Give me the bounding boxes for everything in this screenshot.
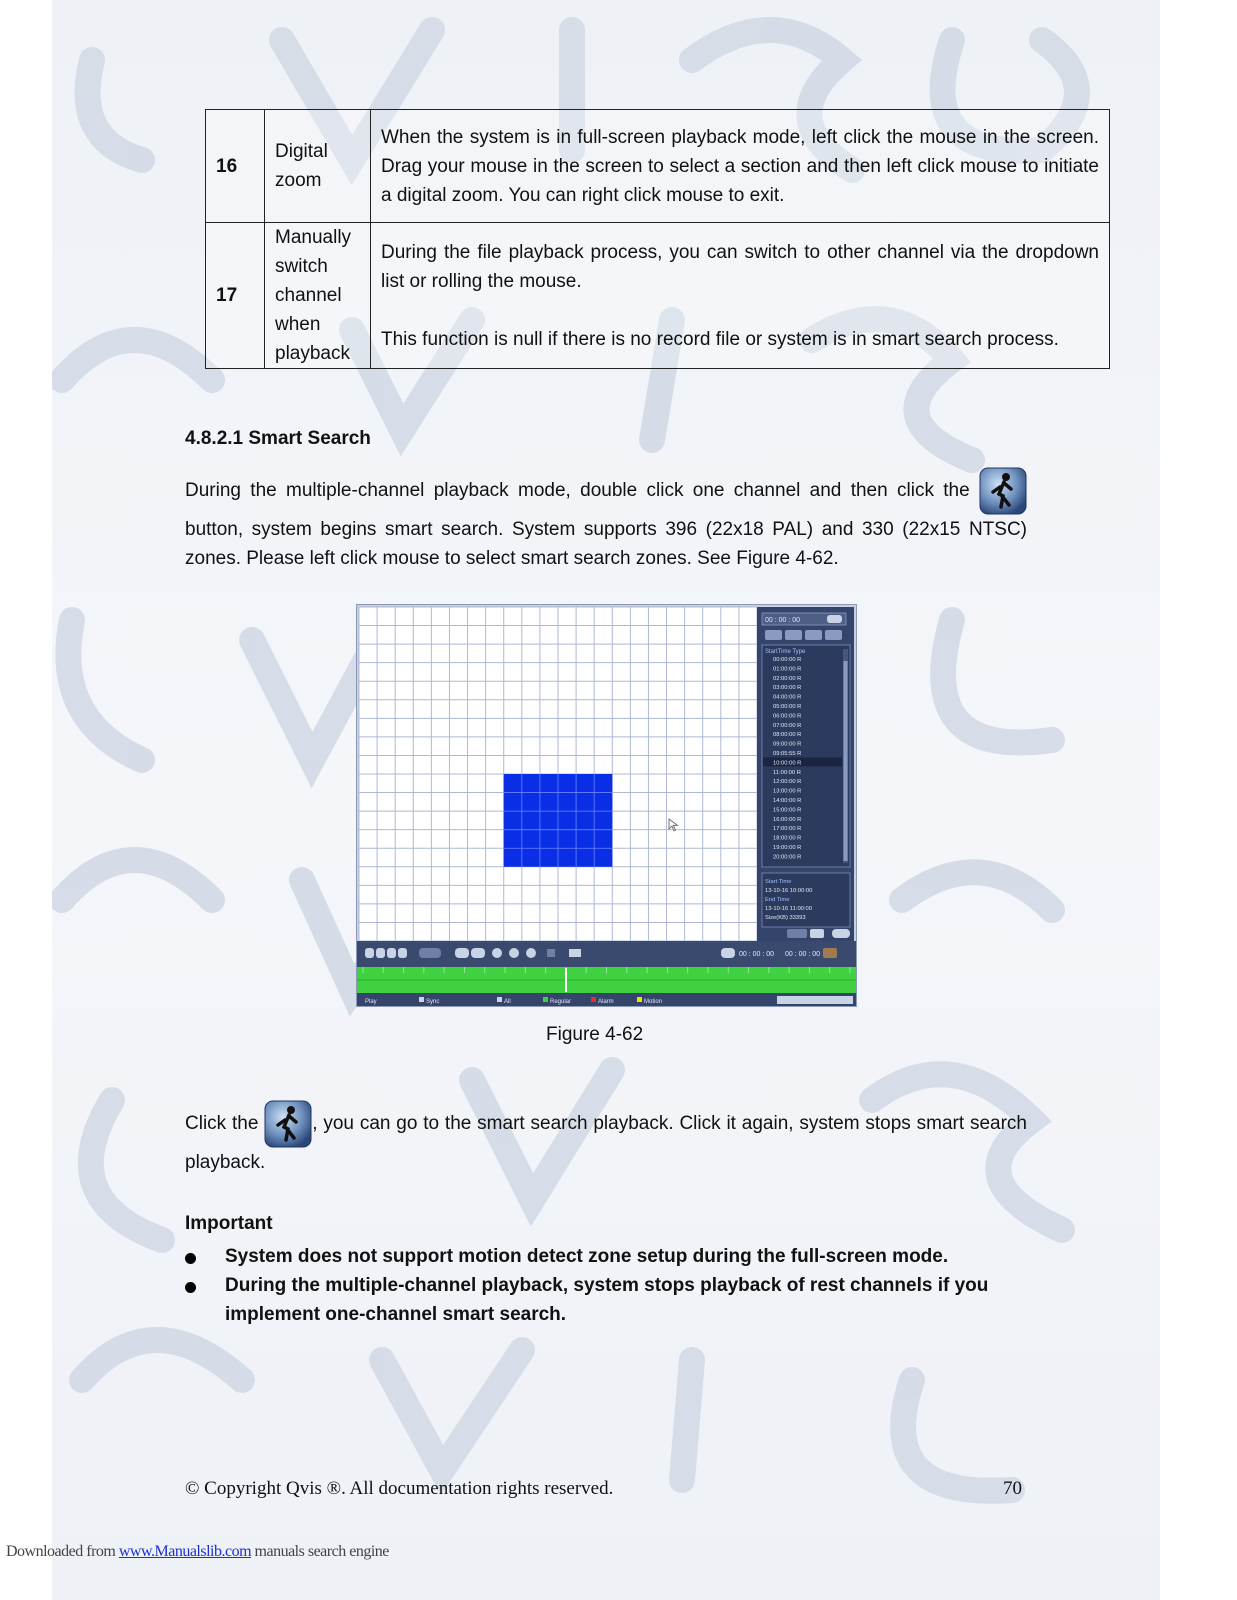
manual-page: 16 Digital zoom When the system is in full-screen playback mode, left click the mouse in the screen. Drag your mouse in the screen to select a section and then left click mouse to initiate a digital zoom. You can right click mouse to exit. 17 Manually switch channel when playback During the file playback process, you can switch to other channel via the dropdown list or rolling the mouse. This function is null if there is no record file or system is in smart search process. 4.8.2.1 Smart Search During the multiple-channel playback mode, double click one channel and then click the button, system begins smart search. System supports 396 (22x18 PAL) and 330 (22x15 NTSC) zones. Please left click mouse to select smart search zones. See Figure 4-62. 00 : 00 : 00 StartTime Type 00:00:00 R 01:00:00 R 02:00:00 R 03:00:00 R 04:00:00 R 05:00:00 R 06:00:00 R 07:00:00 R 08:00:00 R 09:00:00 R 09:05:55 R 10:00:00 R 11:00:00 R 12:00:00 R 13:00:00 R 14:00:00 R 15:00:00 R 16:00:00 R 17:00:00 R 18:00:00 R 19:00:00 R 20:00:00 R Start Time 13-10-16 10:00:00 End Time 13-10-16 11:00:00 Size(KB) 33393 00 : 00 : 00 00 : 00 : 00 Play Sync All Regular Alarm Motion Figure 4-62 Click the , you can go to the smart search playback. Click it again, system stops smart search playback. Important System does not support motion detect zone setup during the full-screen mode. During the multiple-channel playback, system stops playback of rest channels if you implement one-channel smart search. © Copyright Qvis ®. All documentation rights reserved. 70: [52, 0, 1160, 1600]
important-label: Important: [185, 1213, 273, 1234]
record-time-item: 14:00:00 R: [773, 798, 802, 804]
record-info-line: 13-10-16 11:00:00: [765, 906, 812, 912]
smart-search-screenshot: [356, 604, 857, 1007]
figure-caption: Figure 4-62: [546, 1024, 644, 1045]
record-time-item: 20:00:00 R: [773, 854, 802, 861]
record-time-item: 10:00:00 R: [773, 760, 802, 767]
record-time-item: 03:00:00 R: [773, 685, 802, 692]
svg-text:00 : 00 : 00: 00 : 00 : 00: [785, 951, 821, 958]
download-footer: Downloaded from www.Manualslib.com manuals search engine: [6, 1543, 389, 1560]
timeline-legend-label: Regular: [550, 999, 572, 1005]
playback-paragraph: Click the , you can go to the smart search playback. Click it again, system stops smart search playback.: [185, 1100, 1027, 1178]
svg-text:00 : 00 : 00: 00 : 00 : 00: [765, 617, 801, 624]
record-time-item: 06:00:00 R: [773, 713, 802, 720]
section-heading: 4.8.2.1 Smart Search: [185, 428, 371, 449]
record-time-item: 19:00:00 R: [773, 845, 802, 851]
settings-icon: [827, 615, 842, 623]
feature-description: [371, 223, 1110, 369]
record-time-item: 02:00:00 R: [773, 675, 802, 682]
table-row: [206, 223, 1110, 369]
record-time-item: 18:00:00 R: [773, 835, 802, 842]
record-time-item: 00:00:00 R: [773, 657, 802, 663]
feature-table: [205, 109, 1110, 369]
record-info-line: Start Time: [765, 879, 792, 885]
svg-text:StartTime Type: StartTime Type: [765, 649, 806, 655]
smart-search-walk-icon: [264, 1100, 312, 1148]
record-info-line: Size(KB) 33393: [765, 915, 806, 921]
record-time-item: 12:00:00 R: [773, 779, 802, 786]
feature-name-line: when: [275, 314, 321, 335]
feature-name-line: Digital: [275, 141, 328, 162]
row-number: 17: [206, 223, 265, 369]
record-time-item: 05:00:00 R: [773, 704, 802, 710]
timeline-legend-label: Sync: [426, 999, 440, 1005]
record-time-item: 17:00:00 R: [773, 826, 802, 833]
page-number: 70: [1003, 1478, 1022, 1499]
record-time-item: 09:00:00 R: [773, 741, 802, 748]
copyright-text: © Copyright Qvis ®. All documentation rights reserved.: [185, 1478, 614, 1499]
record-time-item: 07:00:00 R: [773, 722, 802, 729]
feature-description: [371, 110, 1110, 223]
timeline-legend-label: All: [504, 999, 511, 1005]
timeline-legend-label: Play: [365, 999, 377, 1005]
feature-name: [265, 110, 371, 223]
record-time-item: 01:00:00 R: [773, 666, 802, 673]
channel-button: [805, 630, 822, 640]
channel-button: [765, 630, 782, 640]
feature-name: [265, 223, 371, 369]
timeline-legend-label: Motion: [644, 999, 663, 1005]
intro-paragraph: During the multiple-channel playback mode, double click one channel and then click the button, system begins smart search. System supports 396 (22x18 PAL) and 330 (22x15 NTSC) zones. Please left click mouse to select smart search zones. See Figure 4-62.: [185, 467, 1027, 573]
record-time-item: 09:05:55 R: [773, 751, 802, 757]
bullet-dot-icon: [185, 1282, 196, 1293]
record-info-line: 13-10-16 10:00:00: [765, 888, 813, 894]
svg-text:00 : 00 : 00: 00 : 00 : 00: [739, 951, 775, 958]
channel-button: [825, 630, 842, 640]
row-number: 16: [206, 110, 265, 223]
record-time-item: 15:00:00 R: [773, 807, 802, 814]
record-time-item: 16:00:00 R: [773, 816, 802, 823]
bullet-dot-icon: [185, 1253, 196, 1264]
record-time-item: 11:00:00 R: [773, 769, 801, 776]
feature-name-line: Manually: [275, 227, 352, 248]
table-row: [206, 110, 1110, 223]
feature-name-line: playback: [275, 343, 350, 364]
description-paragraph: During the file playback process, you can switch to other channel via the dropdown list or rolling the mouse.: [381, 241, 1099, 292]
description-paragraph: This function is null if there is no record file or system is in smart search process.: [381, 328, 1059, 350]
feature-name-line: switch: [275, 256, 328, 277]
record-time-item: 13:00:00 R: [773, 788, 802, 795]
feature-name-line: channel: [275, 285, 342, 306]
smart-search-walk-icon: [979, 467, 1027, 515]
record-info-line: End Time: [765, 897, 790, 903]
channel-button: [785, 630, 802, 640]
timeline-legend-label: Alarm: [598, 999, 614, 1005]
description-paragraph: When the system is in full-screen playback mode, left click the mouse in the screen. Drag your mouse in the screen to select a section and then left click mouse to initiate a digital zoom. You can right click mouse to exit.: [381, 126, 1099, 206]
record-time-item: 08:00:00 R: [773, 732, 802, 739]
manualslib-link[interactable]: www.Manualslib.com: [118, 1543, 252, 1560]
feature-name-line: zoom: [275, 170, 322, 191]
record-time-item: 04:00:00 R: [773, 694, 802, 701]
